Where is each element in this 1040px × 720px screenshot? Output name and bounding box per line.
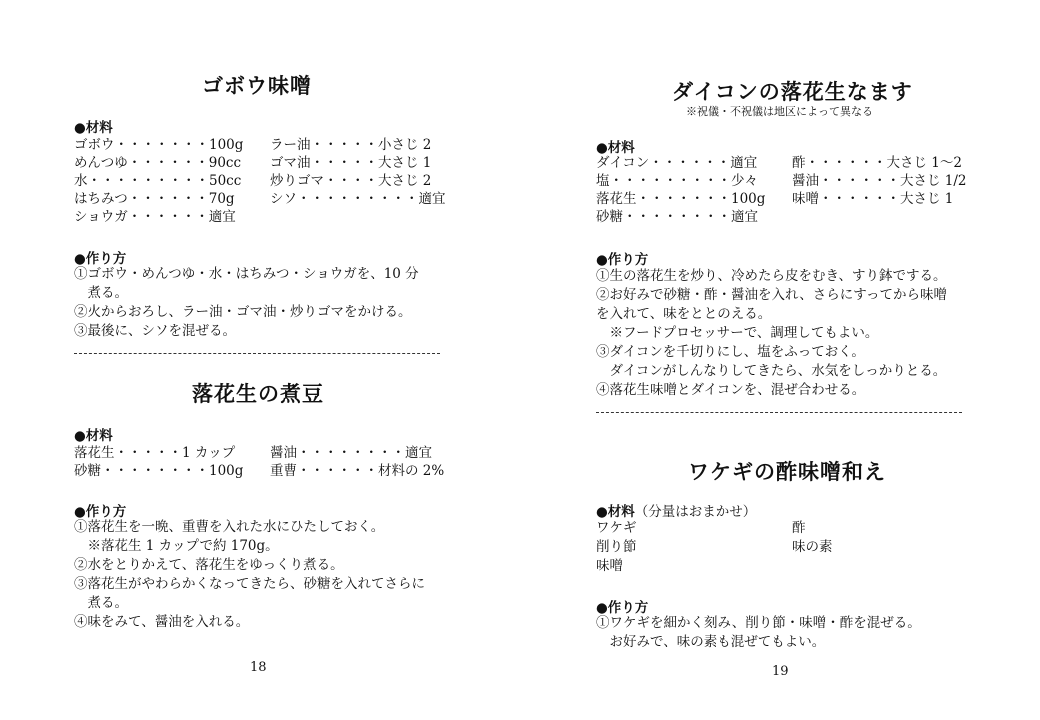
method-step: ①ゴボウ・めんつゆ・水・はちみつ・ショウガを、10 分 bbox=[74, 266, 419, 282]
method-step: ※フードプロセッサーで、調理してもよい。 bbox=[596, 325, 879, 341]
ingredients-heading-note: （分量はおまかせ） bbox=[634, 504, 757, 520]
ingredients-heading: ●材料 bbox=[596, 140, 635, 156]
ingredient-item: 削り節 bbox=[596, 539, 637, 555]
ingredient-item: ゴボウ・・・・・・・100g bbox=[74, 137, 244, 153]
method-step: ③最後に、シソを混ぜる。 bbox=[74, 323, 236, 339]
recipe-title-gobou-miso: ゴボウ味噌 bbox=[202, 74, 312, 98]
ingredient-item: 炒りゴマ・・・・大さじ 2 bbox=[270, 173, 432, 189]
method-step: ④落花生味噌とダイコンを、混ぜ合わせる。 bbox=[596, 382, 866, 398]
ingredient-item: 味噌・・・・・・大さじ 1 bbox=[792, 191, 954, 207]
method-step: ②火からおろし、ラー油・ゴマ油・炒りゴマをかける。 bbox=[74, 304, 412, 320]
ingredient-item: 酢 bbox=[792, 520, 806, 536]
ingredient-item: ダイコン・・・・・・適宜 bbox=[596, 155, 758, 171]
method-step: ③ダイコンを千切りにし、塩をふっておく。 bbox=[596, 344, 865, 360]
method-heading: ●作り方 bbox=[596, 600, 649, 616]
ingredient-item: 酢・・・・・・大さじ 1〜2 bbox=[792, 155, 962, 171]
method-step: ②お好みで砂糖・酢・醤油を入れ、さらにすってから味噌 bbox=[596, 287, 947, 303]
ingredient-item: 塩・・・・・・・・・少々 bbox=[596, 173, 758, 189]
method-heading: ●作り方 bbox=[74, 251, 127, 267]
method-step: 煮る。 bbox=[74, 285, 128, 301]
page-number: 19 bbox=[772, 664, 789, 679]
ingredient-item: 砂糖・・・・・・・・適宜 bbox=[596, 209, 758, 225]
method-step: お好みで、味の素も混ぜてもよい。 bbox=[596, 634, 826, 650]
method-heading: ●作り方 bbox=[596, 252, 649, 268]
ingredient-item: 落花生・・・・・・・100g bbox=[596, 191, 766, 207]
method-step: ②水をとりかえて、落花生をゆっくり煮る。 bbox=[74, 557, 344, 573]
method-step: ④味をみて、醤油を入れる。 bbox=[74, 614, 250, 630]
page-number: 18 bbox=[250, 660, 267, 675]
method-step: 煮る。 bbox=[74, 595, 128, 611]
method-step: ①生の落花生を炒り、冷めたら皮をむき、すり鉢でする。 bbox=[596, 268, 947, 284]
ingredient-item: 醤油・・・・・・大さじ 1/2 bbox=[792, 173, 967, 189]
method-step: ①ワケギを細かく刻み、削り節・味噌・酢を混ぜる。 bbox=[596, 615, 921, 631]
ingredient-item: めんつゆ・・・・・・90cc bbox=[74, 155, 242, 171]
method-step: を入れて、味をととのえる。 bbox=[596, 306, 772, 322]
method-step: ダイコンがしんなりしてきたら、水気をしっかりとる。 bbox=[596, 363, 947, 379]
ingredient-item: ショウガ・・・・・・適宜 bbox=[74, 209, 236, 225]
recipe-title-wakegi-sumiso: ワケギの酢味噌和え bbox=[688, 460, 886, 484]
ingredient-item: 落花生・・・・・1 カップ bbox=[74, 445, 236, 461]
ingredient-item: 砂糖・・・・・・・・100g bbox=[74, 463, 244, 479]
recipe-title-daikon-namasu: ダイコンの落花生なます bbox=[672, 80, 913, 104]
section-divider bbox=[74, 353, 440, 354]
ingredient-item: はちみつ・・・・・・70g bbox=[74, 191, 235, 207]
ingredient-item: 重曹・・・・・・材料の 2% bbox=[270, 463, 445, 479]
recipe-note: ※祝儀・不祝儀は地区によって異なる bbox=[686, 105, 873, 118]
ingredient-item: ゴマ油・・・・・大さじ 1 bbox=[270, 155, 432, 171]
ingredient-item: 水・・・・・・・・・50cc bbox=[74, 173, 242, 189]
recipe-title-rakkasei-nimame: 落花生の煮豆 bbox=[192, 382, 324, 406]
ingredient-item: 味噌 bbox=[596, 558, 623, 574]
ingredient-item: 味の素 bbox=[792, 539, 833, 555]
ingredient-item: シソ・・・・・・・・・適宜 bbox=[270, 191, 446, 207]
ingredient-item: ワケギ bbox=[596, 520, 637, 536]
ingredient-item: 醤油・・・・・・・・適宜 bbox=[270, 445, 432, 461]
ingredients-heading bbox=[596, 500, 756, 520]
method-step: ①落花生を一晩、重曹を入れた水にひたしておく。 bbox=[74, 519, 385, 535]
ingredients-heading: ●材料 bbox=[74, 120, 113, 136]
ingredient-item: ラー油・・・・・小さじ 2 bbox=[270, 137, 432, 153]
section-divider bbox=[596, 412, 962, 413]
ingredients-heading-label: ●材料 bbox=[596, 504, 635, 520]
method-step: ③落花生がやわらかくなってきたら、砂糖を入れてさらに bbox=[74, 576, 425, 592]
ingredients-heading: ●材料 bbox=[74, 428, 113, 444]
method-step: ※落花生 1 カップで約 170g。 bbox=[74, 538, 279, 554]
method-heading: ●作り方 bbox=[74, 504, 127, 520]
